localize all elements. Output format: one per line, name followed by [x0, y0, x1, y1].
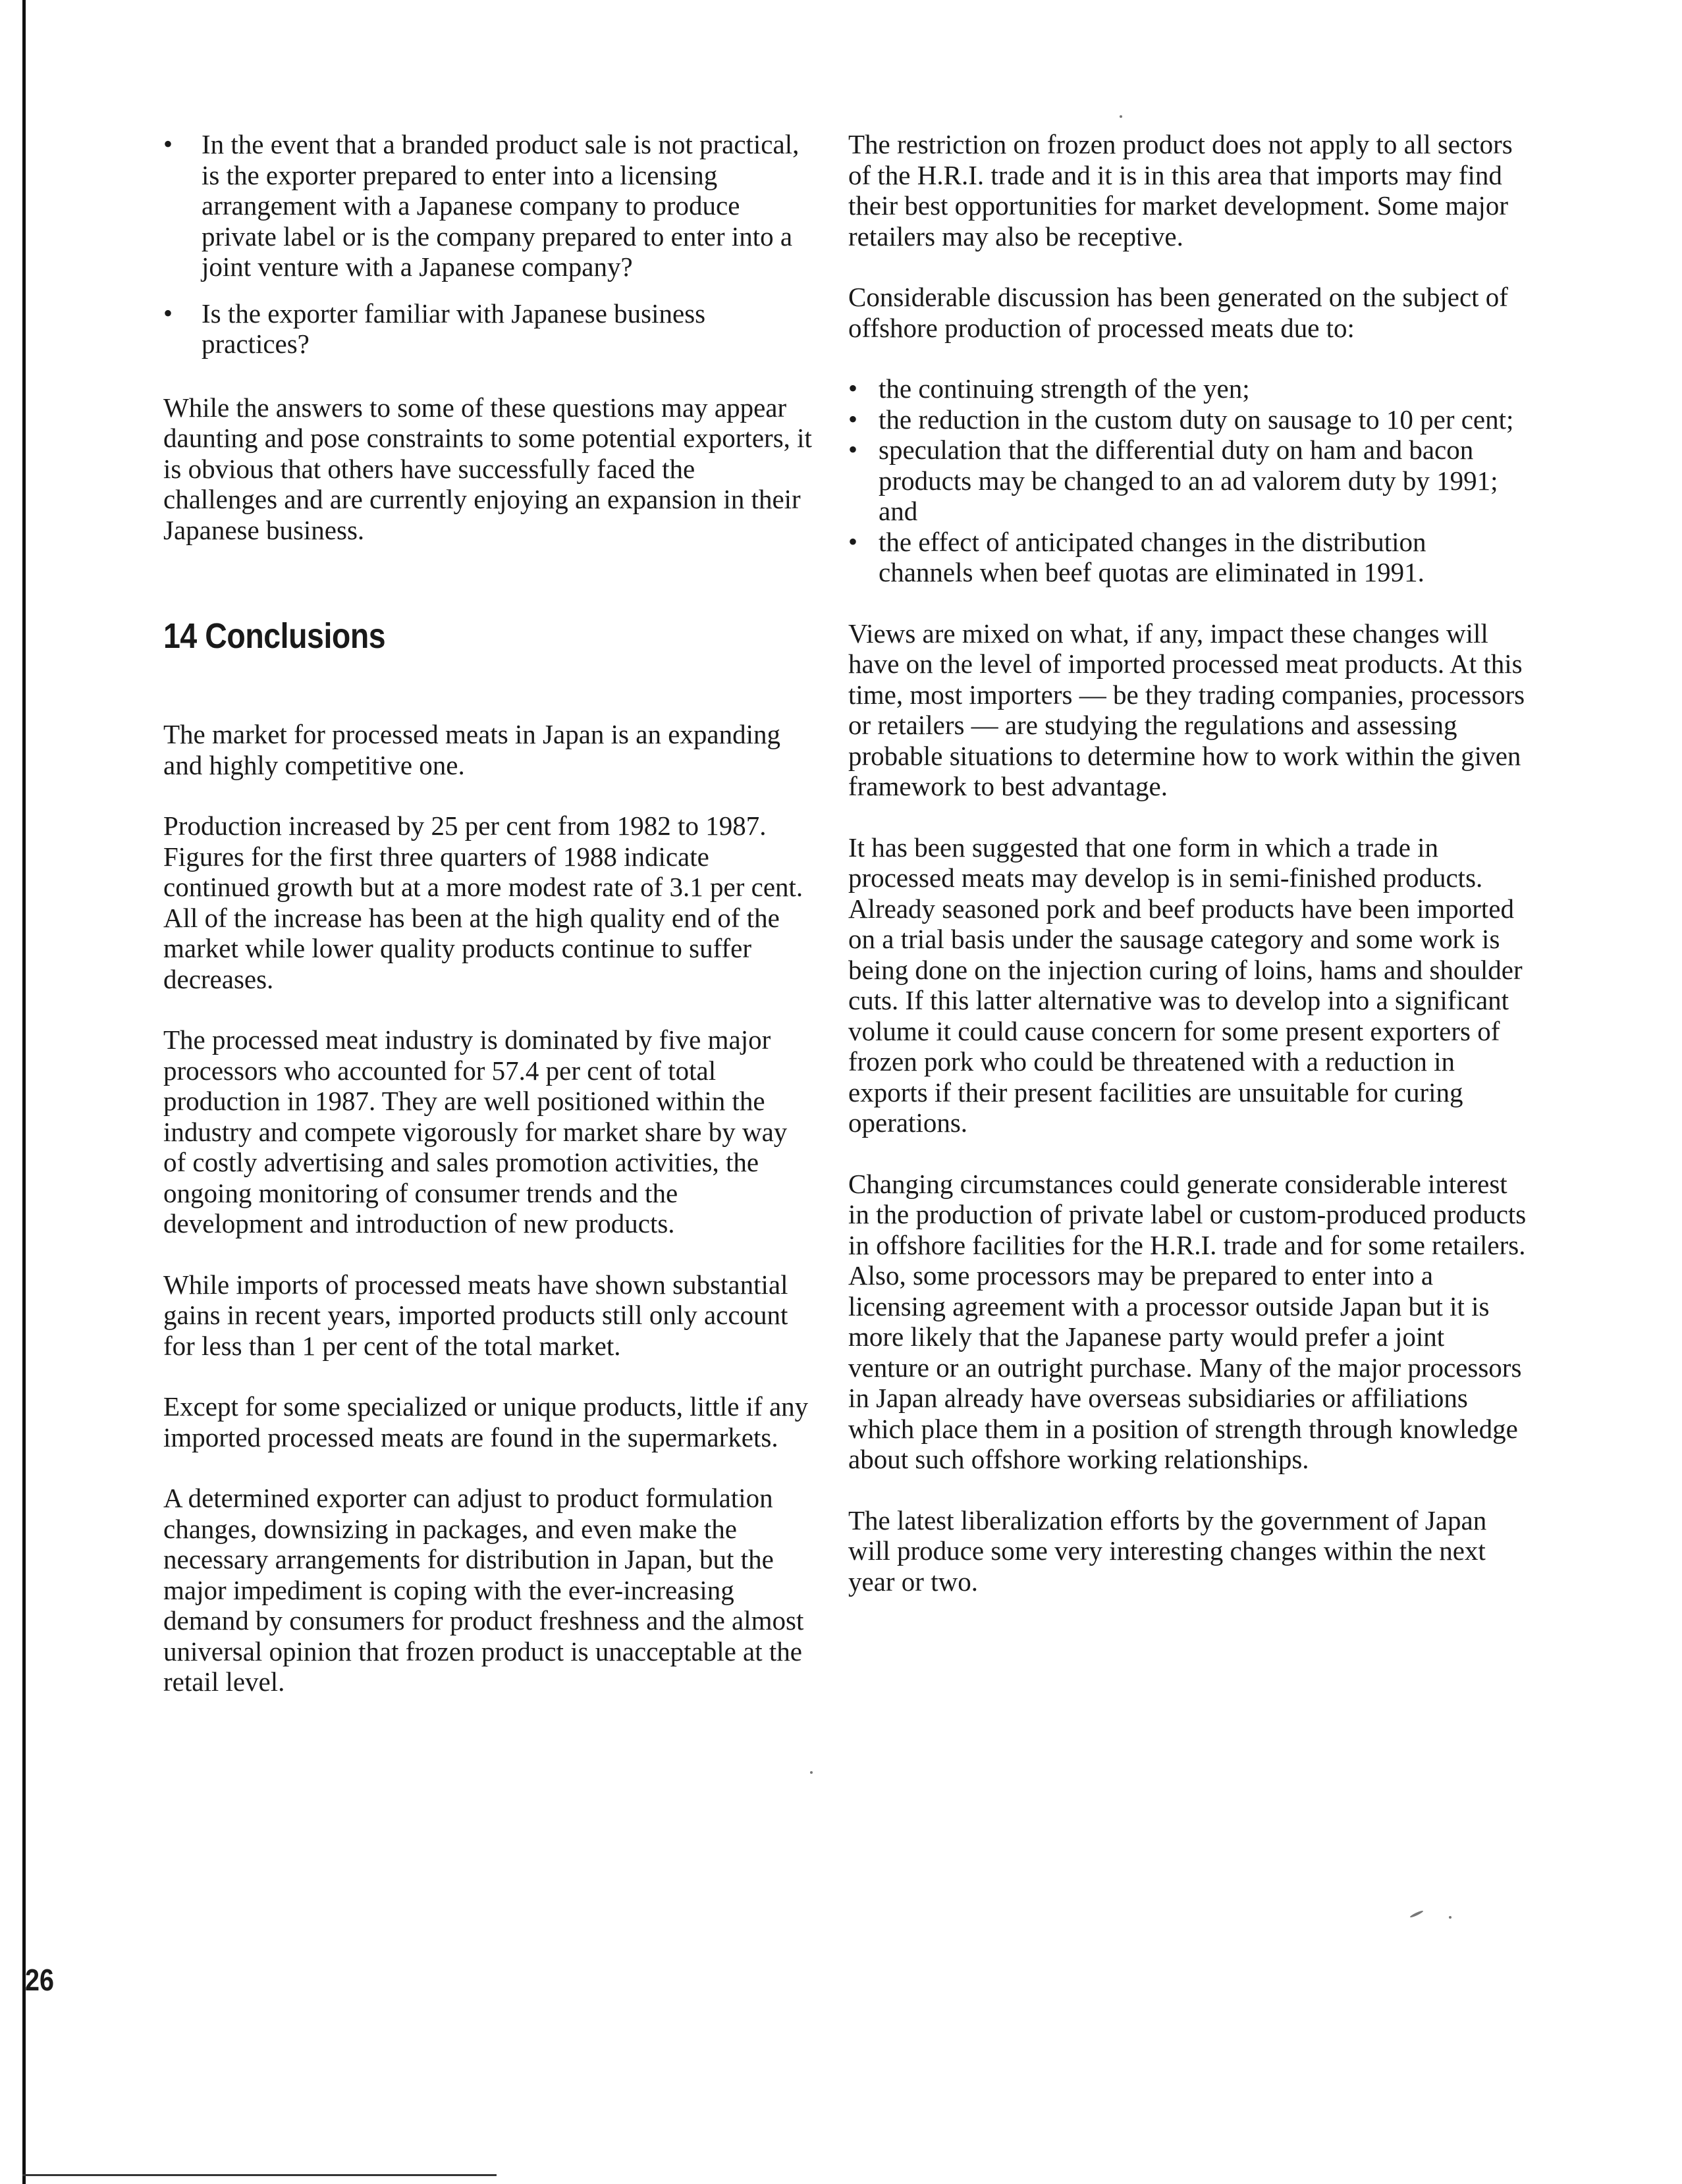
body-paragraph: It has been suggested that one form in which a trade in processed meats may develop is in semi-finished products. Already seasoned pork and beef products have been imported on a trial basis under the sausage category and some work is being done on the injection curing of loins, hams and shoulder cuts. If this latter alternative was to develop into a significant volume it could cause concern for some present exporters of frozen pork who could be threatened with a reduction in exports if their present facilities are unsuitable for curing operations. — [848, 832, 1523, 1138]
scan-speck — [810, 1771, 813, 1774]
scan-border-bottom — [22, 2174, 497, 2176]
offshore-reasons-list — [848, 373, 1527, 588]
list-item: • In the event that a branded product sale is not practical, is the exporter prepared to enter into a licensing arrangement with a Japanese company to produce private label or is the company prepared to enter into a joint venture with a Japanese company? — [163, 129, 815, 282]
body-paragraph: The latest liberalization efforts by the government of Japan will produce some very interesting changes within the next year or two. — [848, 1505, 1487, 1597]
body-paragraph: Views are mixed on what, if any, impact these changes will have on the level of imported processed meat products. At this time, most importers — be they trading companies, processors or retailers — are studying the regulations and assessing probable situations to determine how to work within the given framework to best advantage. — [848, 618, 1525, 801]
list-item: • the reduction in the custom duty on sausage to 10 per cent; — [848, 404, 1527, 435]
list-item: • speculation that the differential duty on ham and bacon products may be changed to an ad valorem duty by 1991; and — [848, 435, 1527, 527]
exporter-questions-list — [163, 129, 815, 360]
body-paragraph: Changing circumstances could generate considerable interest in the production of private label or custom-produced products in offshore facilities for the H.R.I. trade and for some retailers. Also, some processors may be prepared to enter into a licensing agreement with a processor outside Japan but it is more likely that the Japanese party would prefer a joint venture or an outright purchase. Many of the major processors in Japan already have overseas subsidiaries or affiliations which place them in a position of strength through knowledge about such offshore working relationships. — [848, 1168, 1527, 1474]
scan-speck — [1409, 1910, 1424, 1919]
body-paragraph: The processed meat industry is dominated by five major processors who accounted for 57.4 per cent of total production in 1987. They are well positioned within the industry and compete vigorously for market share by way of costly advertising and sales promotion activities, the ongoing monitoring of consumer trends and the development and introduction of new products. — [163, 1025, 788, 1238]
intro-paragraph: While the answers to some of these questions may appear daunting and pose constraints to some potential exporters, it is obvious that others have successfully faced the challenges and are currently enjoying an expansion in their Japanese business. — [163, 392, 812, 545]
right-column — [848, 129, 1527, 1627]
list-item: • the continuing strength of the yen; — [848, 373, 1527, 404]
body-paragraph: Considerable discussion has been generated on the subject of offshore production of processed meats due to: — [848, 282, 1508, 343]
page-number: 26 — [25, 1963, 55, 1997]
body-paragraph: Except for some specialized or unique products, little if any imported processed meats are found in the supermarkets. — [163, 1391, 809, 1452]
scan-border-left — [22, 0, 26, 2184]
body-paragraph: A determined exporter can adjust to product formulation changes, downsizing in packages, and even make the necessary arrangements for distribution in Japan, but the major impediment is coping with the ever-increasing demand by consumers for product freshness and the almost universal opinion that frozen product is unacceptable at the retail level. — [163, 1483, 804, 1697]
body-paragraph: Production increased by 25 per cent from 1982 to 1987. Figures for the first three quarters of 1988 indicate continued growth but at a more modest rate of 3.1 per cent. All of the increase has been at the high quality end of the market while lower quality products continue to suffer decreases. — [163, 811, 803, 994]
scan-speck — [1120, 115, 1122, 118]
body-paragraph: While imports of processed meats have shown substantial gains in recent years, imported products still only account for less than 1 per cent of the total market. — [163, 1269, 788, 1361]
list-item: • the effect of anticipated changes in the distribution channels when beef quotas are eliminated in 1991. — [848, 527, 1527, 588]
body-paragraph: The market for processed meats in Japan is an expanding and highly competitive one. — [163, 719, 780, 780]
list-item: • Is the exporter familiar with Japanese business practices? — [163, 298, 815, 360]
body-paragraph: The restriction on frozen product does not apply to all sectors of the H.R.I. trade and it is in this area that imports may find their best opportunities for market development. Some major retailers may also be receptive. — [848, 129, 1513, 252]
left-column — [163, 129, 815, 1728]
scan-speck — [1449, 1916, 1451, 1919]
section-heading: 14 Conclusions — [163, 616, 386, 656]
